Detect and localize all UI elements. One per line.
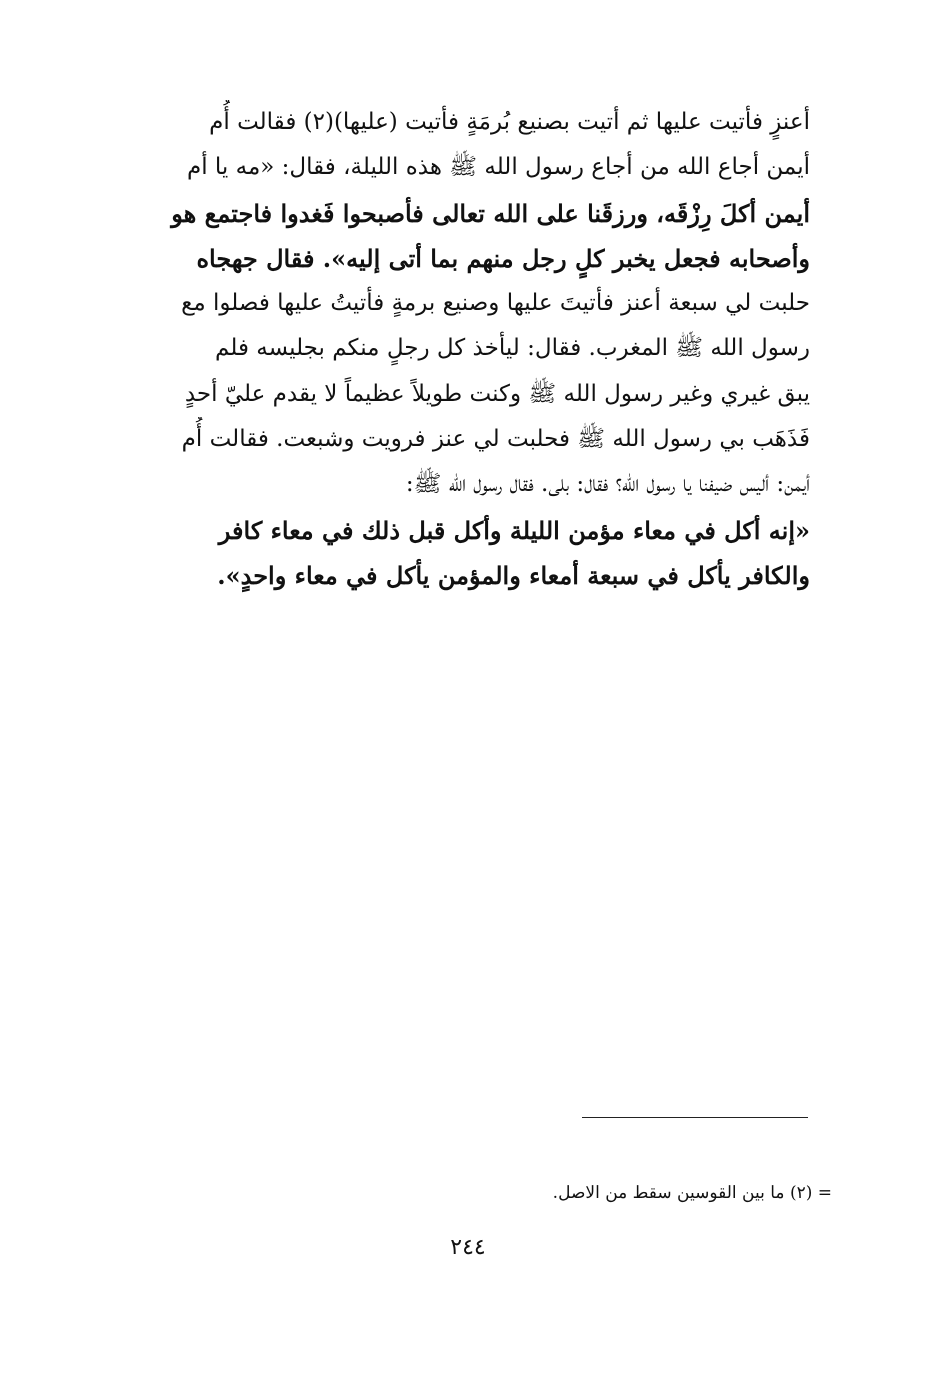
footnote-divider [582, 1117, 808, 1118]
text-line-6: رسول الله ﷺ المغرب. فقال: ليأخذ كل رجلٍ منكم بجليسه فلم [215, 335, 810, 362]
text-line-11: والكافر يأكل في سبعة أمعاء والمؤمن يأكل في معاء واحدٍ». [217, 560, 810, 590]
text-line-2: أيمن أجاع الله من أجاع رسول الله ﷺ هذه الليلة، فقال: «مه يا أم [186, 154, 810, 181]
page-number: ٢٤٤ [450, 1235, 486, 1260]
text-line-7: يبق غيري وغير رسول الله ﷺ وكنت طويلاً عظيماً لا يقدم عليّ أحدٍ [184, 380, 810, 407]
body-text [128, 100, 810, 598]
text-line-4: وأصحابه فجعل يخبر كلٍ رجل منهم بما أتى إليه». فقال جهجاه [196, 243, 810, 273]
text-line-9: أيمن: أليس ضيفنا يا رسول الله؟ فقال: بلى. فقال رسول الله ﷺ: [405, 471, 810, 498]
text-line-5: حلبت لي سبعة أعنز فأتيتَ عليها وصنيع برمةٍ فأتيتُ عليها فصلوا مع [181, 290, 810, 317]
footnote: = (٢) ما بين القوسين سقط من الاصل. [552, 1183, 832, 1203]
text-line-3: أيمن أكلَ رِزْقَه، ورزقَنا على الله تعالى فأصبحوا فَغدوا فاجتمع هو [171, 198, 810, 228]
text-line-1: أعنزٍ فأتيت عليها ثم أتيت بصنيع بُرمَةٍ فأتيت (عليها)(٢) فقالت أُم [209, 109, 810, 135]
text-line-10: «إنه أكل في معاء مؤمن الليلة وأكل قبل ذلك في معاء كافر [218, 515, 810, 545]
text-line-8: فَذَهَب بي رسول الله ﷺ فحلبت لي عنز فرويت وشبعت. فقالت أُم [181, 426, 810, 453]
